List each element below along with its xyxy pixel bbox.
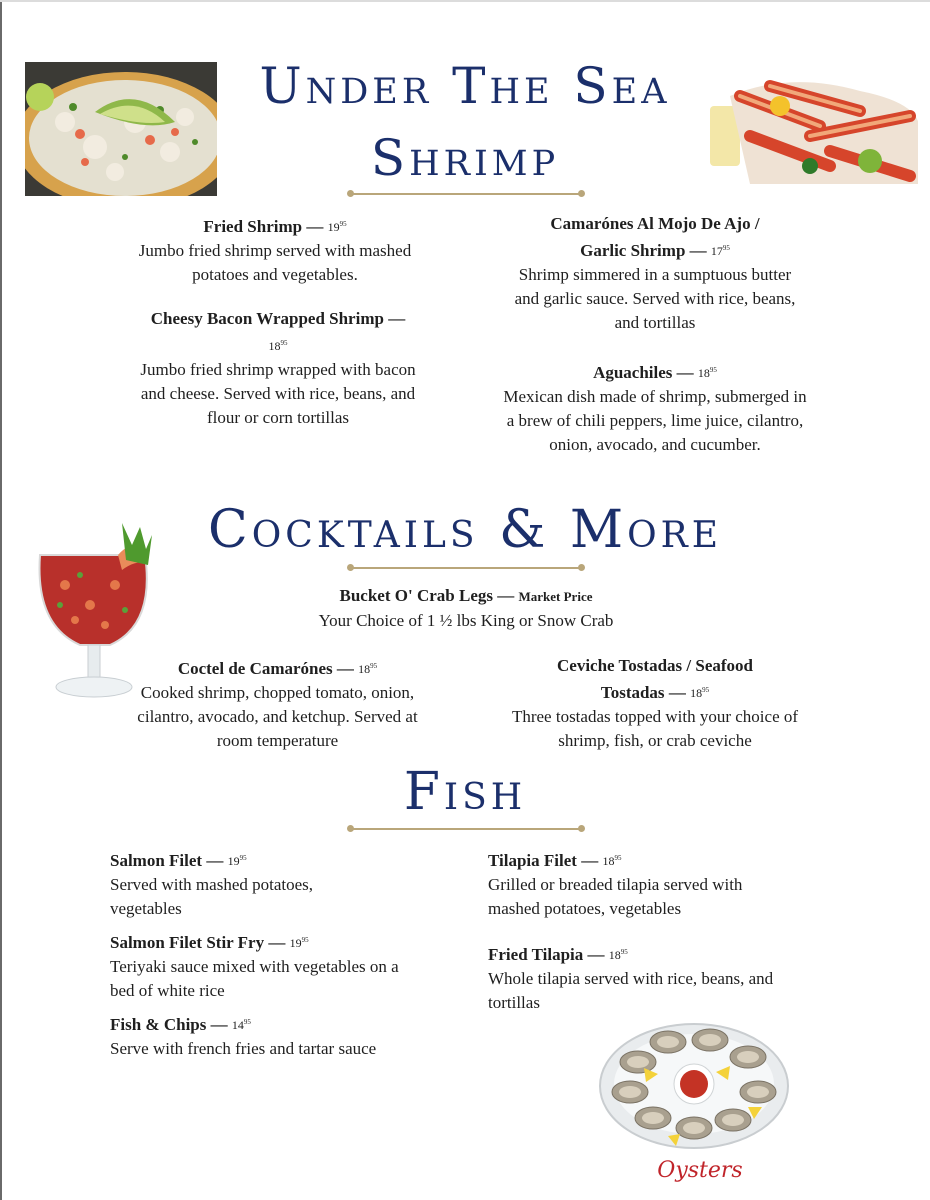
dash: — [668,683,686,702]
item-description: Whole tilapia served with rice, beans, and tortillas [488,969,774,1012]
price-cents: 95 [722,244,730,252]
price-dollars: 18 [268,339,281,353]
item-description: Cooked shrimp, chopped tomato, onion, cilantro, avocado, and ketchup. Served at room temperature [137,683,418,750]
price-cents: 95 [709,366,717,374]
item-price [328,220,347,234]
price-dollars: 18 [697,366,710,380]
item-name: Tilapia Filet [488,851,577,870]
oysters-caption: Oysters [657,1158,743,1183]
item-price [232,1018,251,1032]
item-name: Fried Shrimp [203,217,303,236]
dash: — [210,1015,228,1034]
oysters-photo [598,1012,790,1152]
price-dollars: 18 [690,686,703,700]
item-name-line1: Camarónes Al Mojo De Ajo / [550,214,760,233]
item-name: Fish & Chips [110,1015,207,1034]
price-dollars: 18 [602,854,615,868]
item-description: Jumbo fried shrimp served with mashed potatoes and vegetables. [138,241,412,284]
menu-item-cheesy-bacon-shrimp [118,307,438,430]
item-description: Your Choice of 1 ½ lbs King or Snow Crab [318,611,614,630]
item-name-line1: Ceviche Tostadas / Seafood [557,656,753,675]
cocktails-section-title: Cocktails & More [207,500,723,560]
price-cents: 95 [243,1018,251,1026]
item-price [609,948,628,962]
shrimp-section-title-line1: Under The Sea [259,57,671,115]
dash: — [689,241,707,260]
item-description: Mexican dish made of shrimp, submerged in a brew of chili peppers, lime juice, cilantro, onion, avocado, and cucumber. [503,387,807,454]
menu-item-salmon-filet [110,846,400,921]
cocktails-section-divider [350,567,582,569]
price-cents: 95 [370,662,378,670]
price-cents: 95 [339,220,347,228]
shrimp-section-title-line2: Shrimp [370,129,560,187]
item-price [711,244,730,258]
price-dollars: 19 [289,936,302,950]
price-dollars: 14 [231,1018,244,1032]
item-name: Fried Tilapia [488,945,584,964]
price-dollars: 19 [327,220,340,234]
item-price [228,854,247,868]
item-name: Cheesy Bacon Wrapped Shrimp [150,309,384,328]
dash: — [497,586,515,605]
price-dollars: 17 [710,244,723,258]
item-name: Aguachiles [593,363,673,382]
menu-item-garlic-shrimp [500,212,810,335]
menu-item-crab-legs [270,584,662,633]
item-description: Three tostadas topped with your choice of shrimp, fish, or crab ceviche [511,707,799,750]
item-price [690,686,709,700]
menu-item-salmon-stir-fry [110,928,410,1003]
price-dollars: 19 [227,854,240,868]
dash: — [268,933,286,952]
menu-item-tilapia-filet [488,846,788,921]
price-cents: 95 [280,339,288,347]
price-cents: 95 [239,854,247,862]
dash: — [676,363,694,382]
price-cents: 95 [614,854,622,862]
dash: — [206,851,224,870]
shrimp-section-divider [350,193,582,195]
item-name-line2: Garlic Shrimp [580,241,686,260]
item-name: Coctel de Camarónes [177,659,333,678]
price-cents: 95 [620,948,628,956]
item-price [602,854,621,868]
dash: — [306,217,324,236]
fish-section-title: Fish [403,762,527,822]
item-description: Grilled or breaded tilapia served with mashed potatoes, vegetables [488,875,743,918]
item-price [358,662,377,676]
item-price [290,936,309,950]
price-dollars: 18 [358,662,371,676]
menu-item-ceviche-tostadas [500,654,810,753]
menu-item-fried-tilapia [488,940,788,1015]
item-name-line2: Tostadas [600,683,665,702]
dash: — [336,659,354,678]
item-price [698,366,717,380]
item-price [118,331,438,358]
item-name: Salmon Filet Stir Fry [110,933,265,952]
dash: — [581,851,599,870]
item-name: Bucket O' Crab Legs [339,586,493,605]
menu-item-coctel-camarones [120,654,435,753]
item-description: Jumbo fried shrimp wrapped with bacon and cheese. Served with rice, beans, and flour or corn tortillas [140,360,416,427]
page-top-edge [0,0,930,2]
price-cents: 95 [301,936,309,944]
dash: — [587,945,605,964]
item-name: Salmon Filet [110,851,203,870]
item-description: Served with mashed potatoes, vegetables [110,875,314,918]
menu-item-aguachiles [500,358,810,457]
item-description: Teriyaki sauce mixed with vegetables on a bed of white rice [110,957,399,1000]
dash: — [388,309,406,328]
fish-section-divider [350,828,582,830]
price-cents: 95 [702,686,710,694]
item-description: Shrimp simmered in a sumptuous butter and garlic sauce. Served with rice, beans, and tortillas [514,265,796,332]
item-description: Serve with french fries and tartar sauce [110,1039,377,1058]
menu-item-fried-shrimp [130,212,420,287]
price-dollars: 18 [608,948,621,962]
item-price: Market Price [518,589,593,604]
menu-item-fish-chips [110,1010,400,1061]
